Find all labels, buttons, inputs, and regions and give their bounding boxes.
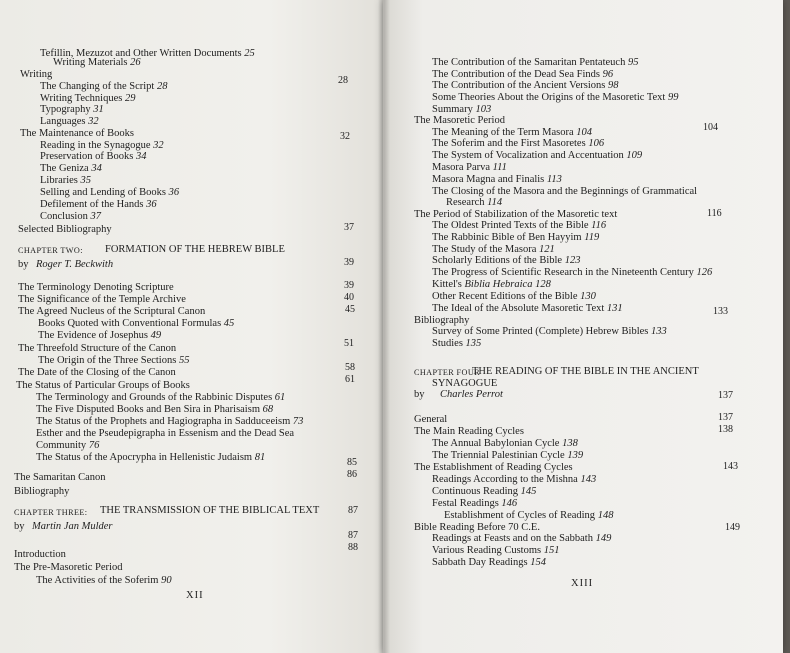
entry-title: The Status of the Apocrypha in Hellenistic Judaism [36,452,255,463]
page-number: 143 [723,461,738,472]
page-folio: XIII [571,578,594,589]
page-number: 87 [348,505,358,516]
entry-title: Libraries [40,175,81,186]
toc-entry [105,244,285,256]
entry-title: Scholarly Editions of the Bible [432,255,565,266]
toc-entry [36,575,172,587]
entry-title: The Threefold Structure of the Canon [18,343,177,354]
entry-page-number: 106 [588,138,605,149]
entry-title: Bibliography [414,315,470,326]
toc-entry [432,138,604,150]
toc-entry [40,151,146,163]
toc-entry [40,104,104,116]
page-number: 137 [718,390,733,401]
entry-page-number: 32 [153,140,164,151]
entry-title: Continuous Reading [432,486,521,497]
page-number: 149 [725,522,740,533]
toc-entry [414,462,573,474]
toc-entry [432,80,618,92]
toc-entry [432,450,583,462]
toc-entry [40,211,101,223]
page-number: 37 [344,222,354,233]
entry-title: Kittel's [432,279,465,290]
entry-title: The Five Disputed Books and Ben Sira in Pharisaism [36,404,263,415]
entry-title: The Triennial Palestinian Cycle [432,450,568,461]
toc-entry [414,426,524,438]
entry-title: Conclusion [40,211,91,222]
toc-entry [432,174,562,186]
entry-title: The Ideal of the Absolute Masoretic Text [432,303,607,314]
entry-page-number: 32 [88,116,99,127]
toc-entry [18,306,205,318]
entry-title: The Evidence of Josephus [38,330,151,341]
toc-entry [432,474,596,486]
entry-page-number: 128 [535,279,551,290]
toc-entry [100,505,319,517]
entry-title: The Annual Babylonian Cycle [432,438,563,449]
entry-title: Writing [20,69,53,80]
page-number: 137 [718,412,733,423]
entry-title: The Status of the Prophets and Hagiographa in Sadduceeism [36,416,293,427]
toc-entry [432,279,551,291]
toc-entry [36,452,265,464]
entry-title: Summary [432,104,476,115]
left-page [0,0,383,653]
entry-title: The Activities of the Soferim [36,575,162,586]
entry-page-number: 73 [292,416,304,427]
page-number: 104 [703,122,718,133]
toc-entry [432,326,667,338]
entry-title: The Changing of the Script [40,81,157,92]
entry-page-number: 145 [520,486,537,497]
entry-title: The Rabbinic Bible of Ben Hayyim [432,232,585,243]
page-number: 40 [344,292,354,303]
toc-entry [432,255,580,267]
page-number: 39 [344,257,354,268]
entry-title: Martin Jan Mulder [32,521,113,532]
page-number: 116 [707,208,722,219]
page-number: 88 [348,542,358,553]
toc-entry [36,392,285,404]
entry-title: Tefillin, Mezuzot and Other Written Documents [40,48,245,59]
entry-title: The Progress of Scientific Research in the Nineteenth Century [432,267,697,278]
entry-title: The Contribution of the Dead Sea Finds [432,69,603,80]
entry-title: The Date of the Closing of the Canon [18,367,176,378]
entry-page-number: 130 [580,291,596,302]
toc-entry [432,338,481,350]
entry-page-number: 114 [487,197,503,208]
entry-page-number: 76 [88,440,100,451]
page-number: 45 [345,304,355,315]
page-number: 138 [718,424,733,435]
toc-entry [38,355,189,367]
entry-italic-title: Biblia Hebraica [464,279,536,290]
toc-entry [432,220,606,232]
toc-entry [36,416,303,428]
toc-entry [38,330,161,342]
entry-title: SYNAGOGUE [432,378,498,389]
entry-title: The Pre-Masoretic Period [14,562,123,573]
toc-entry [444,510,613,522]
entry-title: The Samaritan Canon [14,472,106,483]
toc-entry [40,199,157,211]
entry-title: Research [446,197,488,208]
entry-title: Charles Perrot [440,389,503,400]
entry-title: The Masoretic Period [414,115,505,126]
chapter-three-label: CHAPTER THREE: [14,508,88,517]
toc-entry [432,498,517,510]
entry-title: The Origin of the Three Sections [38,355,179,366]
entry-page-number: 121 [539,244,555,255]
page-number: 85 [347,457,357,468]
entry-page-number: 45 [223,318,235,329]
entry-title: Various Reading Customs [432,545,544,556]
entry-page-number: 34 [135,151,147,162]
toc-entry [432,57,638,69]
toc-entry [20,69,52,81]
entry-title: Community [36,440,89,451]
entry-title: Reading in the Synagogue [40,140,154,151]
toc-entry [414,414,447,426]
entry-title: The Oldest Printed Texts of the Bible [432,220,592,231]
chapter-two-label: CHAPTER TWO: [18,246,83,255]
entry-title: Masora Parva [432,162,493,173]
entry-title: The Terminology and Grounds of the Rabbinic Disputes [36,392,275,403]
entry-page-number: 25 [244,48,255,59]
chapter-four-label: CHAPTER FOUR [414,368,480,377]
entry-title: Masora Magna and Finalis [432,174,547,185]
entry-page-number: 96 [602,69,614,80]
entry-page-number: 36 [168,187,180,198]
toc-entry [432,150,642,162]
entry-page-number: 135 [465,338,482,349]
entry-title: Defilement of the Hands [40,199,147,210]
toc-entry [36,259,113,271]
entry-title: Roger T. Beckwith [36,259,114,270]
entry-title: The Period of Stabilization of the Masoretic text [414,209,618,220]
toc-entry [20,128,134,140]
entry-title: The Maintenance of Books [20,128,135,139]
toc-entry [440,389,503,401]
entry-title: The Closing of the Masora and the Beginnings of Grammatical [432,186,698,197]
toc-entry [414,115,505,127]
entry-title: Studies [432,338,466,349]
toc-entry [14,562,122,574]
toc-entry [40,81,167,93]
entry-title: Some Theories About the Origins of the Masoretic Text [432,92,668,103]
toc-entry [14,549,66,561]
entry-page-number: 55 [178,355,190,366]
entry-title: Festal Readings [432,498,502,509]
toc-entry [472,366,699,378]
page-number: 58 [345,362,355,373]
toc-entry [432,303,623,315]
toc-entry [432,545,559,557]
entry-title: Selling and Lending of Books [40,187,169,198]
entry-title: Introduction [14,549,66,560]
entry-title: The Main Reading Cycles [414,426,524,437]
entry-title: Writing Materials [53,57,131,68]
entry-title: The Contribution of the Samaritan Pentateuch [432,57,628,68]
entry-title: The Study of the Masora [432,244,540,255]
entry-page-number: 28 [156,81,168,92]
entry-page-number: 37 [90,211,101,222]
page-number: 61 [345,374,355,385]
entry-title: The Geniza [40,163,92,174]
entry-title: Writing Techniques [40,93,125,104]
entry-page-number: 98 [607,80,619,91]
entry-page-number: 143 [580,474,597,485]
entry-page-number: 95 [627,57,639,68]
byline-prefix: by [414,389,425,400]
entry-page-number: 104 [576,127,593,138]
toc-entry [446,197,502,209]
toc-entry [40,116,99,128]
entry-page-number: 116 [591,220,607,231]
entry-page-number: 109 [626,150,643,161]
entry-title: Other Recent Editions of the Bible [432,291,581,302]
page-folio: XII [186,590,204,601]
entry-page-number: 36 [146,199,157,210]
page-number: 32 [340,131,350,142]
entry-title: FORMATION OF THE HEBREW BIBLE [105,244,285,255]
entry-page-number: 90 [161,575,172,586]
page-number: 133 [713,306,728,317]
entry-page-number: 133 [651,326,667,337]
entry-page-number: 123 [564,255,581,266]
entry-page-number: 49 [150,330,162,341]
entry-title: The System of Vocalization and Accentuation [432,150,627,161]
page-number: 86 [347,469,357,480]
entry-title: Survey of Some Printed (Complete) Hebrew Bibles [432,326,652,337]
entry-title: The Soferim and the First Masoretes [432,138,589,149]
toc-entry [18,282,174,294]
toc-entry [53,57,141,69]
toc-entry [18,294,186,306]
entry-title: Preservation of Books [40,151,136,162]
entry-page-number: 149 [595,533,612,544]
toc-entry [432,267,712,279]
toc-entry [18,224,112,236]
entry-page-number: 151 [543,545,560,556]
entry-title: Establishment of Cycles of Reading [444,510,598,521]
page-number: 51 [344,338,354,349]
entry-title: Books Quoted with Conventional Formulas [38,318,224,329]
toc-entry [36,428,294,440]
entry-page-number: 113 [546,174,562,185]
entry-page-number: 111 [492,162,507,173]
toc-entry [40,187,179,199]
toc-entry [14,486,69,498]
byline-prefix: by [14,521,25,532]
toc-entry [432,486,536,498]
entry-page-number: 138 [562,438,578,449]
byline-prefix: by [18,259,29,270]
book-gutter [378,0,390,653]
toc-entry [432,438,578,450]
toc-entry [432,162,507,174]
entry-page-number: 146 [501,498,518,509]
entry-page-number: 29 [124,93,136,104]
entry-page-number: 61 [274,392,286,403]
entry-page-number: 131 [606,303,623,314]
entry-title: Sabbath Day Readings [432,557,531,568]
page-number: 39 [344,280,354,291]
entry-page-number: 68 [262,404,274,415]
entry-title: THE READING OF THE BIBLE IN THE ANCIENT [472,366,699,377]
toc-entry [432,291,596,303]
entry-title: The Terminology Denoting Scripture [18,282,174,293]
entry-page-number: 126 [696,267,713,278]
entry-title: The Meaning of the Term Masora [432,127,577,138]
entry-page-number: 31 [93,104,104,115]
toc-entry [14,472,106,484]
toc-entry [432,92,678,104]
entry-title: Bible Reading Before 70 C.E. [414,522,540,533]
entry-title: Selected Bibliography [18,224,112,235]
entry-title: Bibliography [14,486,70,497]
entry-title: THE TRANSMISSION OF THE BIBLICAL TEXT [100,505,320,516]
page-number: 87 [348,530,358,541]
entry-page-number: 154 [530,557,547,568]
toc-entry [18,367,176,379]
entry-title: Readings at Feasts and on the Sabbath [432,533,596,544]
entry-title: The Status of Particular Groups of Books [16,380,190,391]
entry-title: Typography [40,104,94,115]
entry-title: The Establishment of Reading Cycles [414,462,573,473]
toc-entry [40,163,102,175]
toc-entry [36,440,99,452]
toc-entry [18,343,176,355]
entry-page-number: 139 [567,450,584,461]
toc-entry [32,521,113,533]
entry-page-number: 34 [91,163,102,174]
toc-entry [16,380,190,392]
entry-page-number: 148 [597,510,614,521]
toc-entry [36,404,273,416]
entry-page-number: 26 [130,57,141,68]
entry-page-number: 81 [254,452,266,463]
entry-title: The Contribution of the Ancient Versions [432,80,608,91]
toc-entry [432,232,599,244]
entry-page-number: 119 [584,232,600,243]
entry-title: The Agreed Nucleus of the Scriptural Canon [18,306,206,317]
entry-title: Esther and the Pseudepigrapha in Essenism and the Dead Sea [36,428,295,439]
toc-entry [38,318,234,330]
entry-page-number: 103 [475,104,492,115]
toc-entry [40,175,91,187]
entry-title: The Significance of the Temple Archive [18,294,186,305]
page-number: 28 [338,75,348,86]
toc-entry [432,533,611,545]
entry-title: Languages [40,116,89,127]
entry-title: General [414,414,448,425]
entry-page-number: 35 [80,175,92,186]
entry-page-number: 99 [667,92,679,103]
entry-title: Readings According to the Mishna [432,474,581,485]
toc-entry [432,557,546,569]
right-page [383,0,783,653]
